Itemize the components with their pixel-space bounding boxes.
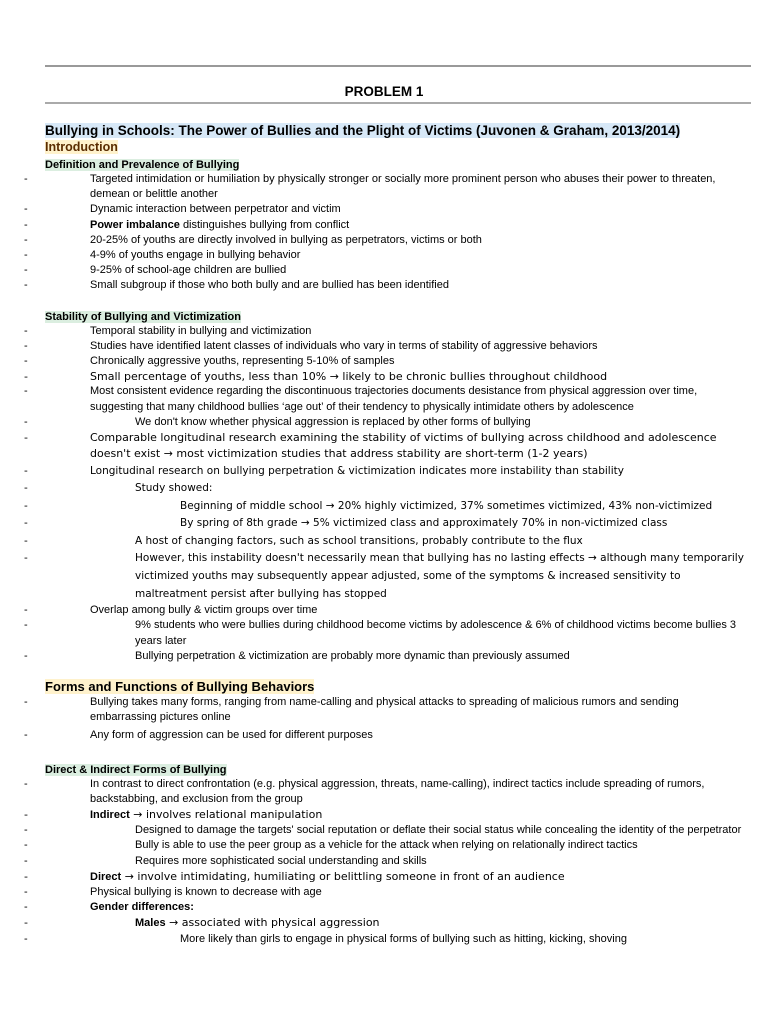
top-rule: [45, 65, 751, 67]
direct-indirect-heading: Direct & Indirect Forms of Bullying: [45, 763, 227, 776]
list-item: - Chronically aggressive youths, representing 5-10% of samples: [24, 355, 395, 368]
list-item: - Studies have identified latent classes of individuals who vary in terms of stability of aggressive behaviors: [24, 339, 598, 352]
introduction-heading: Introduction: [45, 140, 118, 154]
list-item: - Direct → involve intimidating, humiliating or belittling someone in front of an audience: [24, 869, 565, 883]
list-item: - Males → associated with physical aggression: [24, 916, 380, 930]
list-item: - Bullying takes many forms, ranging from name-calling and physical attacks to spreading of malicious rumors and sending embarrassing pictures online: [24, 696, 679, 724]
list-item: - 20-25% of youths are directly involved in bullying as perpetrators, victims or both: [24, 233, 482, 246]
list-item: - Physical bullying is known to decrease with age: [24, 886, 322, 899]
forms-functions-heading: Forms and Functions of Bullying Behaviors: [45, 679, 315, 695]
list-item: - A host of changing factors, such as school transitions, probably contribute to the flux: [24, 534, 583, 547]
list-item: - By spring of 8th grade → 5% victimized class and approximately 70% in non-victimized class: [24, 517, 668, 530]
list-item: - Indirect → involves relational manipulation: [24, 808, 323, 822]
list-item: - Bully is able to use the peer group as a vehicle for the attack when relying on relationally indirect tactics: [24, 839, 638, 852]
list-item: - In contrast to direct confrontation (e.g. physical aggression, threats, name-calling), indirect tactics include spreading of rumors, backstabbing, and exclusion from the group: [24, 777, 705, 805]
list-item: - Beginning of middle school → 20% highly victimized, 37% sometimes victimized, 43% non-victimized: [24, 499, 713, 512]
list-item: - Study showed:: [24, 482, 213, 495]
list-item: - Temporal stability in bullying and victimization: [24, 324, 312, 337]
definition-heading: Definition and Prevalence of Bullying: [45, 159, 240, 171]
list-item: - Overlap among bully & victim groups over time: [24, 604, 318, 617]
list-item: - 9% students who were bullies during childhood become victims by adolescence & 6% of childhood victims become bullies 3 years later: [24, 619, 737, 647]
list-item: - Comparable longitudinal research examining the stability of victims of bullying across childhood and adolescence doesn't exist → most victimization studies that address stability are short-term (1-2 years): [24, 431, 717, 461]
list-item: - Designed to damage the targets' social reputation or deflate their social status while concealing the identity of the perpetrator: [24, 824, 742, 837]
article-title: Bullying in Schools: The Power of Bullies and the Plight of Victims (Juvonen & Graham, 2013/2014): [45, 123, 681, 138]
stability-list: [24, 324, 745, 664]
list-item: - More likely than girls to engage in physical forms of bullying such as hitting, kicking, shoving: [24, 932, 627, 945]
list-item: - Power imbalance distinguishes bullying from conflict: [24, 218, 350, 231]
forms-functions-list: [24, 695, 745, 744]
definition-list: [24, 172, 745, 294]
list-item: - Dynamic interaction between perpetrator and victim: [24, 203, 341, 216]
list-item: - Targeted intimidation or humiliation by physically stronger or socially more prominent person who abuses their power to threaten, demean or belittle another: [24, 173, 716, 201]
list-item: - Small subgroup if those who both bully and are bullied has been identified: [24, 279, 449, 292]
problem-title: PROBLEM 1: [344, 84, 424, 99]
list-item: - Most consistent evidence regarding the discontinuous trajectories documents desistance from physical aggression over time, suggesting that many childhood bullies ‘age out’ of their tendency to physically intimidate others by adolescence: [24, 385, 698, 413]
list-item: - However, this instability doesn't necessarily mean that bullying has no lasting effects → although many temporarily victimized youths may subsequently appear adjusted, some of the symptoms & increased sensitivity to maltreatment persist after bullying has stopped: [24, 552, 744, 600]
list-item: - Small percentage of youths, less than 10% → likely to be chronic bullies throughout childhood: [24, 370, 608, 384]
list-item: - Requires more sophisticated social understanding and skills: [24, 854, 427, 867]
list-item: - 9-25% of school-age children are bullied: [24, 264, 287, 277]
list-item: - 4-9% of youths engage in bullying behavior: [24, 249, 301, 262]
direct-indirect-list: [24, 777, 745, 947]
list-item: - We don't know whether physical aggression is replaced by other forms of bullying: [24, 415, 531, 428]
list-item: - Longitudinal research on bullying perpetration & victimization indicates more instability than stability: [24, 465, 624, 478]
stability-heading: Stability of Bullying and Victimization: [45, 310, 241, 323]
title-rule: [45, 102, 751, 104]
document-body: [24, 122, 745, 947]
list-item: - Bullying perpetration & victimization are probably more dynamic than previously assumed: [24, 649, 570, 662]
list-item: - Gender differences:: [24, 901, 194, 914]
list-item: - Any form of aggression can be used for different purposes: [24, 729, 373, 742]
